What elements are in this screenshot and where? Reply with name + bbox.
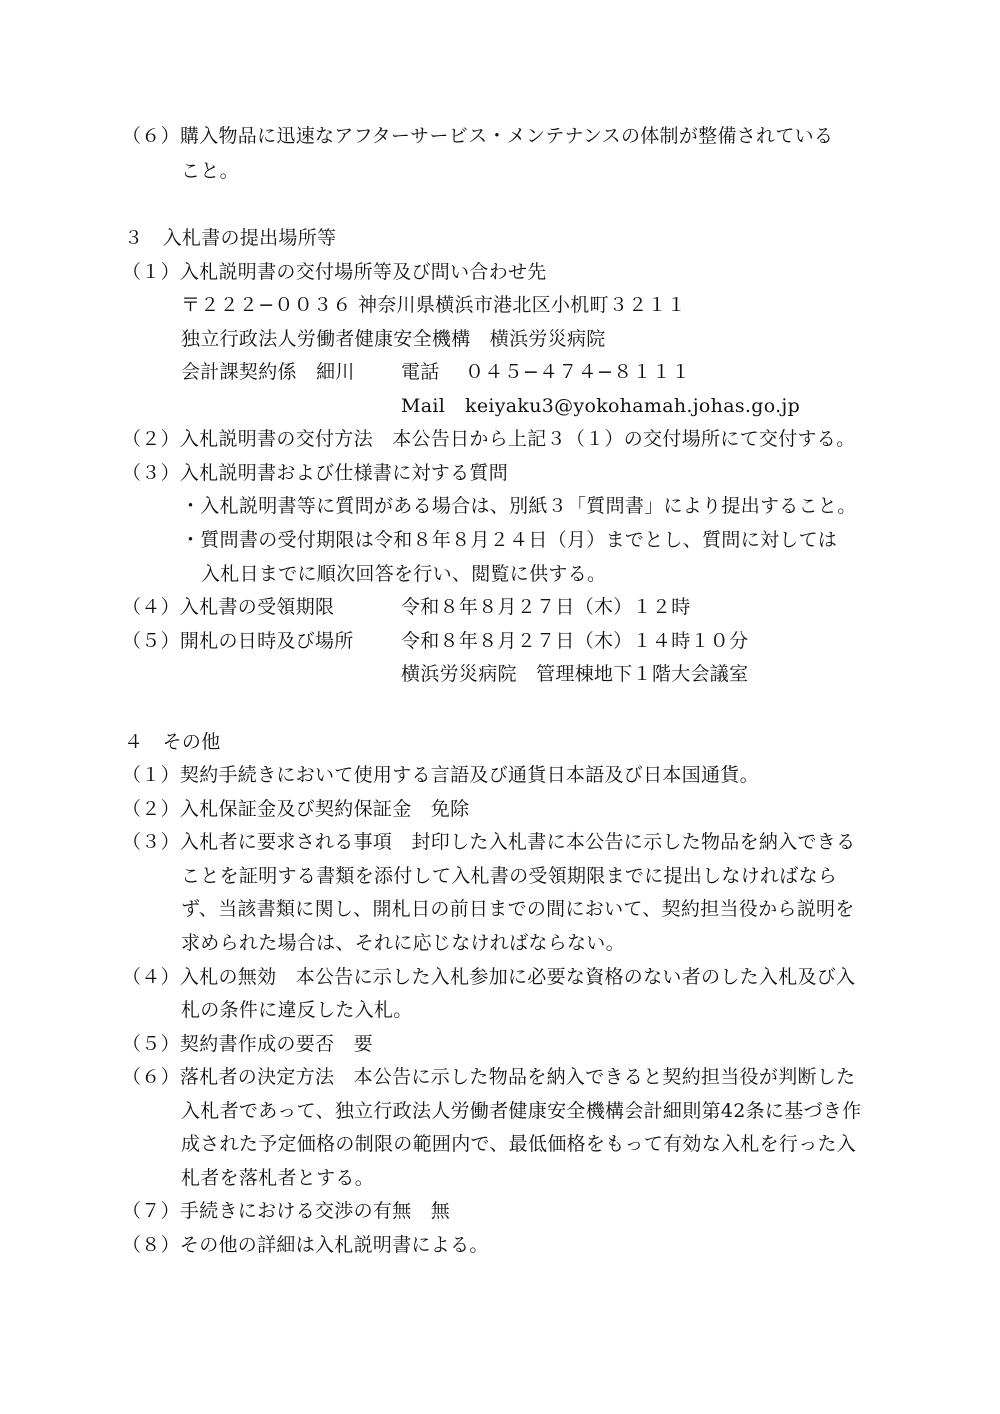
item-4-3-line-1: （３）入札者に要求される事項 封印した入札書に本公告に示した物品を納入できる: [122, 831, 856, 853]
item-3-3-title: （３）入札説明書および仕様書に対する質問: [122, 462, 509, 484]
section-4-heading: ４ その他: [124, 731, 221, 753]
item-4-6-line-2: 入札者であって、独立行政法人労働者健康安全機構会計細則第42条に基づき作: [181, 1100, 862, 1122]
item-3-3-bullet-2: ・質問書の受付期限は令和８年８月２４日（月）までとし、質問に対しては: [181, 529, 838, 551]
item-4-8: （８）その他の詳細は入札説明書による。: [122, 1234, 489, 1256]
item-3-1-organization: 独立行政法人労働者健康安全機構 横浜労災病院: [181, 328, 606, 350]
item-3-5-label: （５）開札の日時及び場所: [122, 630, 354, 652]
item-4-6-line-3: 成された予定価格の制限の範囲内で、最低価格をもって有効な入札を行った入: [181, 1133, 857, 1155]
item-3-4-value: 令和８年８月２７日（木）１２時: [401, 596, 691, 618]
item-3-1-title: （１）入札説明書の交付場所等及び問い合わせ先: [122, 261, 547, 283]
item-3-1-address: 〒２２２−００３６ 神奈川県横浜市港北区小机町３２１１: [181, 294, 687, 316]
item-4-7: （７）手続きにおける交渉の有無 無: [122, 1200, 451, 1222]
item-2-6-line-1: （６）購入物品に迅速なアフターサービス・メンテナンスの体制が整備されている: [122, 125, 834, 147]
mail-address: keiyaku3@yokohamah.johas.go.jp: [465, 395, 801, 417]
phone-label: 電話: [401, 361, 440, 383]
item-4-3-line-3: ず、当該書類に関し、開札日の前日までの間において、契約担当役から説明を: [181, 898, 855, 920]
item-4-1: （１）契約手続きにおいて使用する言語及び通貨日本語及び日本国通貨。: [122, 764, 759, 786]
item-4-5: （５）契約書作成の要否 要: [122, 1033, 373, 1055]
item-3-3-bullet-2-cont: 入札日までに順次回答を行い、閲覧に供する。: [201, 563, 607, 585]
item-4-6-line-4: 札者を落札者とする。: [181, 1167, 375, 1189]
section-3-heading: ３ 入札書の提出場所等: [124, 227, 337, 249]
item-4-2: （２）入札保証金及び契約保証金 免除: [122, 798, 470, 820]
item-4-4-line-2: 札の条件に違反した入札。: [181, 999, 413, 1021]
item-3-2: （２）入札説明書の交付方法 本公告日から上記３（１）の交付場所にて交付する。: [122, 428, 856, 450]
item-3-4-label: （４）入札書の受領期限: [122, 596, 335, 618]
item-4-3-line-2: ことを証明する書類を添付して入札書の受領期限までに提出しなければなら: [181, 865, 838, 887]
item-4-3-line-4: 求められた場合は、それに応じなければならない。: [181, 932, 625, 954]
item-4-6-line-1: （６）落札者の決定方法 本公告に示した物品を納入できると契約担当役が判断した: [122, 1066, 856, 1088]
phone-number: ０４５−４７４−８１１１: [465, 361, 691, 383]
item-2-6-line-2: こと。: [181, 160, 239, 182]
item-3-1-contact: 会計課契約係 細川: [181, 361, 355, 383]
item-3-5-place: 横浜労災病院 管理棟地下１階大会議室: [401, 663, 749, 685]
item-3-5-value: 令和８年８月２７日（木）１４時１０分: [401, 630, 749, 652]
mail-label: Mail: [401, 395, 446, 417]
item-4-4-line-1: （４）入札の無効 本公告に示した入札参加に必要な資格のない者のした入札及び入: [122, 966, 856, 988]
item-3-3-bullet-1: ・入札説明書等に質問がある場合は、別紙３「質問書」により提出すること。: [181, 495, 857, 517]
